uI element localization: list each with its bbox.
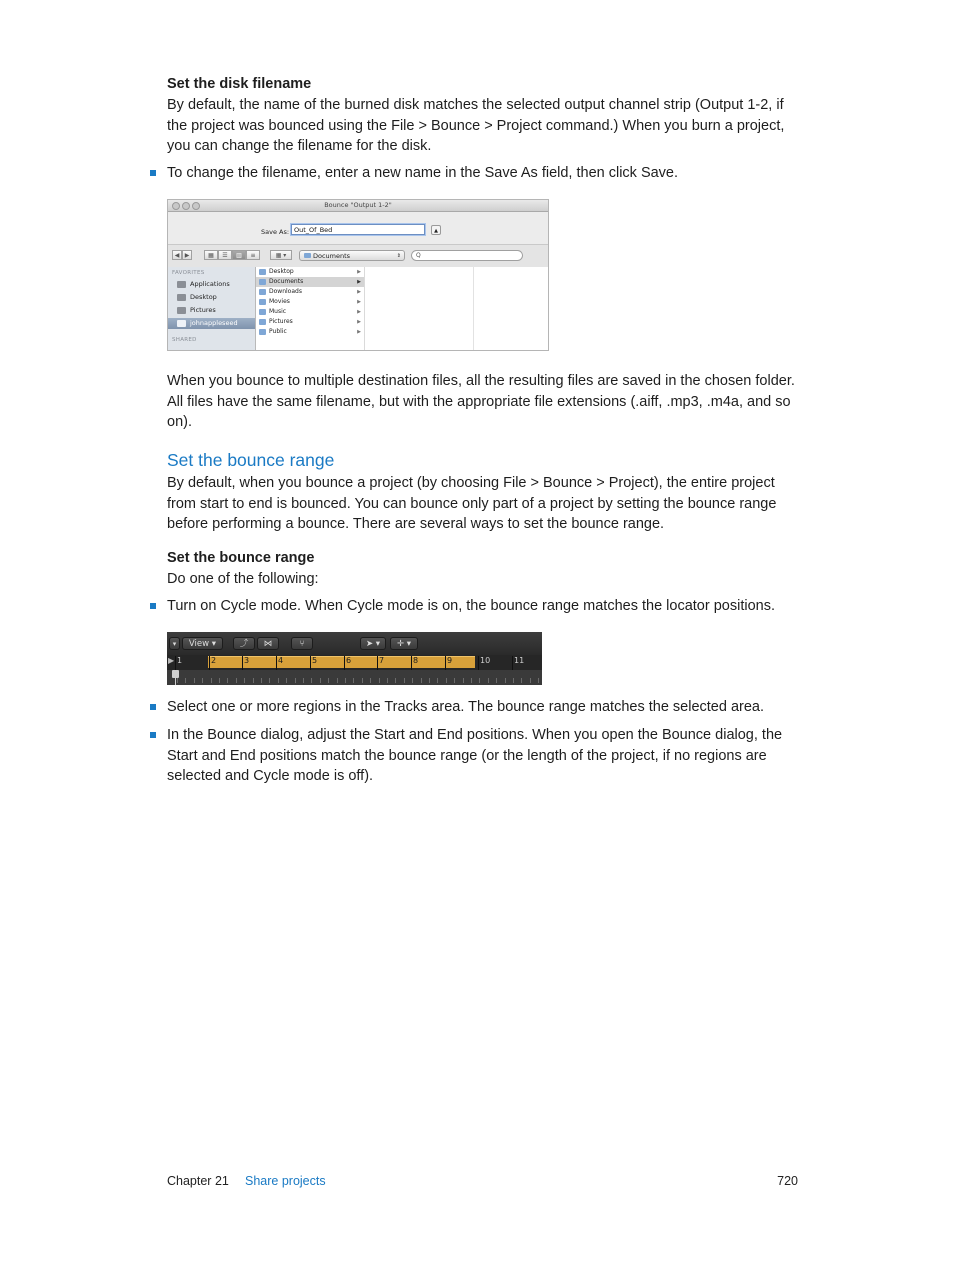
ruler-minor-tick [194, 678, 195, 683]
disclosure-arrow-icon: ▶ [357, 329, 361, 335]
folder-row[interactable] [256, 327, 364, 337]
ruler-minor-tick [328, 678, 329, 683]
ruler-minor-tick [530, 678, 531, 683]
ruler-bar-number: 9 [447, 656, 453, 665]
ruler-minor-tick [286, 678, 287, 683]
ruler-left-marker-icon: ▶ [168, 656, 175, 665]
folder-name: Music [269, 308, 287, 315]
sidebar-item-pictures[interactable] [168, 305, 255, 316]
folder-row[interactable] [256, 277, 364, 287]
ruler-minor-tick [446, 678, 447, 683]
ruler-bar-number: 11 [514, 656, 525, 665]
paragraph-bounce-range: By default, when you bounce a project (by choosing File > Bounce > Project), the entire project from start to end is bounced. You can bounce only part of a project by setting the bounce range before performing a bounce. There are several ways to set the bounce range. [167, 475, 777, 532]
disclosure-arrow-icon: ▶ [357, 289, 361, 295]
ruler-bar-number: 7 [379, 656, 385, 665]
paragraph-multiple-destinations: When you bounce to multiple destination files, all the resulting files are saved in the chosen folder. All files have the same filename, but with the appropriate file extensions (.aiff, .mp3, .m4a, and so on). [167, 373, 795, 430]
sidebar-item-label: johnappleseed [190, 319, 238, 327]
disclosure-arrow-icon: ▶ [357, 309, 361, 315]
ruler-minor-tick [412, 678, 413, 683]
sidebar-item-label: Applications [190, 280, 230, 288]
ruler-bar-tick [276, 656, 277, 670]
ruler-minor-tick [370, 678, 371, 683]
ruler-bar-tick [478, 656, 479, 670]
ruler-bar-number: 2 [211, 656, 217, 665]
folder-name: Pictures [269, 318, 293, 325]
catch-button[interactable]: ⤴ [233, 637, 255, 650]
subheading-disk-filename: Set the disk filename [167, 76, 312, 92]
folder-row[interactable] [256, 297, 364, 307]
subheading-bounce-range: Set the bounce range [167, 550, 315, 566]
folder-icon [259, 289, 266, 295]
ruler-minor-tick [227, 678, 228, 683]
popup-arrows-icon: ⇕ [396, 253, 401, 259]
ruler-bar-tick [209, 656, 210, 670]
ruler-minor-tick [479, 678, 480, 683]
bullet-marker [150, 732, 156, 738]
save-as-label: Save As: [261, 228, 290, 236]
disclosure-arrow-icon: ▶ [357, 269, 361, 275]
ruler-minor-tick [211, 678, 212, 683]
ruler-minor-tick [395, 678, 396, 683]
ruler-bar-number: 1 [177, 656, 183, 665]
ruler-minor-tick [337, 678, 338, 683]
ruler-minor-tick [463, 678, 464, 683]
bullet-marker [150, 170, 156, 176]
sidebar-item-label: Pictures [190, 306, 216, 314]
ruler-minor-tick [505, 678, 506, 683]
arrange-button[interactable]: ▦ ▾ [270, 250, 292, 260]
ruler-minor-tick [202, 678, 203, 683]
ruler-minor-tick [303, 678, 304, 683]
ruler-bar-tick [242, 656, 243, 670]
link-button[interactable]: ⋈ [257, 637, 279, 650]
column-view-button[interactable]: ▥ [232, 250, 246, 260]
disclosure-arrow-icon: ▶ [357, 319, 361, 325]
camera-icon [177, 307, 186, 314]
ruler-minor-tick [177, 678, 178, 683]
applications-icon [177, 281, 186, 288]
ruler-minor-tick [320, 678, 321, 683]
ruler-bar-number: 10 [480, 656, 491, 665]
view-menu-button[interactable]: View ▾ [182, 637, 223, 650]
ruler-minor-tick [185, 678, 186, 683]
ruler-minor-tick [236, 678, 237, 683]
ruler-minor-tick [437, 678, 438, 683]
ruler-minor-tick [345, 678, 346, 683]
footer-chapter-link[interactable]: Share projects [245, 1174, 326, 1188]
ruler-minor-tick [429, 678, 430, 683]
folder-icon [259, 319, 266, 325]
browser-column-1 [256, 267, 365, 351]
secondary-tool-menu[interactable]: ✛ ▾ [390, 637, 418, 650]
bullet-marker [150, 704, 156, 710]
finder-sidebar [168, 267, 256, 351]
bullet-marker [150, 603, 156, 609]
dialog-titlebar [168, 200, 548, 212]
browser-column-3 [474, 267, 549, 351]
ruler-minor-tick [362, 678, 363, 683]
ruler-bar-tick [411, 656, 412, 670]
ruler-minor-tick [311, 678, 312, 683]
desktop-icon [177, 294, 186, 301]
list-view-button[interactable]: ☰ [218, 250, 232, 260]
ruler-minor-tick [488, 678, 489, 683]
ruler-minor-tick [538, 678, 539, 683]
folder-row[interactable] [256, 287, 364, 297]
bullet-cycle-mode: Turn on Cycle mode. When Cycle mode is on, the bounce range matches the locator positions. [167, 598, 775, 614]
footer-chapter: Chapter 21 [167, 1174, 229, 1188]
folder-icon [259, 279, 266, 285]
folder-name: Downloads [269, 288, 302, 295]
icon-view-button[interactable]: ▦ [204, 250, 218, 260]
sidebar-item-home[interactable] [168, 318, 255, 329]
ruler-minor-tick [471, 678, 472, 683]
folder-name: Public [269, 328, 287, 335]
sidebar-favorites-header: FAVORITES [172, 270, 205, 276]
playhead-line [175, 677, 176, 685]
ruler-minor-tick [353, 678, 354, 683]
folder-icon [259, 329, 266, 335]
folder-icon [259, 299, 266, 305]
ruler-bar-number: 5 [312, 656, 318, 665]
bullet-select-regions: Select one or more regions in the Tracks area. The bounce range matches the selected area. [167, 699, 764, 715]
ruler-minor-tick [387, 678, 388, 683]
ruler-lower-strip [167, 670, 542, 685]
sidebar-item-desktop[interactable] [168, 292, 255, 303]
back-button[interactable]: ◀ [172, 250, 182, 260]
ruler-bar-tick [310, 656, 311, 670]
ruler-minor-tick [521, 678, 522, 683]
home-icon [177, 320, 186, 327]
disclosure-arrow-icon: ▶ [357, 279, 361, 285]
ruler-minor-tick [253, 678, 254, 683]
ruler-bar-tick [377, 656, 378, 670]
search-field[interactable] [411, 250, 523, 261]
folder-name: Documents [269, 278, 304, 285]
folder-row[interactable] [256, 317, 364, 327]
ruler-minor-tick [244, 678, 245, 683]
bullet-bounce-dialog: In the Bounce dialog, adjust the Start and End positions. When you open the Bounce dialog, the Start and End positions match the bounce range (or the length of the project, if no regions are selected and Cycle mode is off). [167, 727, 783, 784]
ruler-minor-tick [295, 678, 296, 683]
section-heading-bounce-range: Set the bounce range [167, 450, 335, 470]
ruler-minor-tick [421, 678, 422, 683]
forward-button[interactable]: ▶ [182, 250, 192, 260]
ruler-bar-number: 4 [278, 656, 284, 665]
ruler-bar-number: 8 [413, 656, 419, 665]
ruler-bar-tick [512, 656, 513, 670]
bullet-change-filename: To change the filename, enter a new name in the Save As field, then click Save. [167, 165, 679, 181]
ruler-minor-tick [454, 678, 455, 683]
disclosure-icon[interactable]: ▾ [169, 637, 180, 650]
ruler-bar-number: 6 [346, 656, 352, 665]
pointer-tool-menu[interactable]: ➤ ▾ [360, 637, 386, 650]
ruler-minor-tick [404, 678, 405, 683]
paragraph-disk-filename: By default, the name of the burned disk matches the selected output channel strip (Output 1-2, if the project was bounced using the File > Bounce > Project command.) When you burn a project, you can change the filename for the disk. [167, 97, 785, 154]
disclosure-arrow-icon: ▶ [357, 299, 361, 305]
folder-row[interactable] [256, 267, 364, 277]
folder-name: Desktop [269, 268, 294, 275]
coverflow-view-button[interactable]: ≡ [246, 250, 260, 260]
intro-do-one: Do one of the following: [167, 571, 319, 587]
location-popup[interactable] [299, 250, 405, 261]
sidebar-shared-header: SHARED [172, 337, 197, 343]
ruler-bar-number: 3 [244, 656, 250, 665]
dialog-title: Bounce "Output 1-2" [324, 201, 392, 209]
page-number: 720 [777, 1174, 798, 1188]
ruler-bar-tick [344, 656, 345, 670]
ruler-minor-tick [269, 678, 270, 683]
ruler-minor-tick [496, 678, 497, 683]
flex-tool-button[interactable]: ⑂ [291, 637, 313, 650]
expand-dialog-button[interactable]: ▲ [431, 225, 441, 235]
folder-icon [304, 253, 311, 258]
folder-icon [259, 269, 266, 275]
folder-name: Movies [269, 298, 290, 305]
ruler-bar-tick [175, 656, 176, 670]
save-as-input[interactable]: Out_Of_Bed [291, 224, 425, 235]
ruler-bar-tick [445, 656, 446, 670]
dialog-toolbar [168, 244, 548, 268]
ruler-minor-tick [379, 678, 380, 683]
bounce-save-dialog [167, 199, 549, 351]
location-label: Documents [313, 252, 351, 260]
search-icon: Q [416, 252, 421, 259]
browser-column-2 [365, 267, 474, 351]
folder-row[interactable] [256, 307, 364, 317]
sidebar-item-applications[interactable] [168, 279, 255, 290]
ruler-minor-tick [261, 678, 262, 683]
ruler-minor-tick [278, 678, 279, 683]
tracks-ruler-screenshot [167, 632, 542, 685]
ruler-minor-tick [219, 678, 220, 683]
tracks-toolbar [167, 632, 542, 656]
ruler-minor-tick [513, 678, 514, 683]
view-menu-label: View [188, 639, 210, 649]
folder-icon [259, 309, 266, 315]
sidebar-item-label: Desktop [190, 293, 217, 301]
